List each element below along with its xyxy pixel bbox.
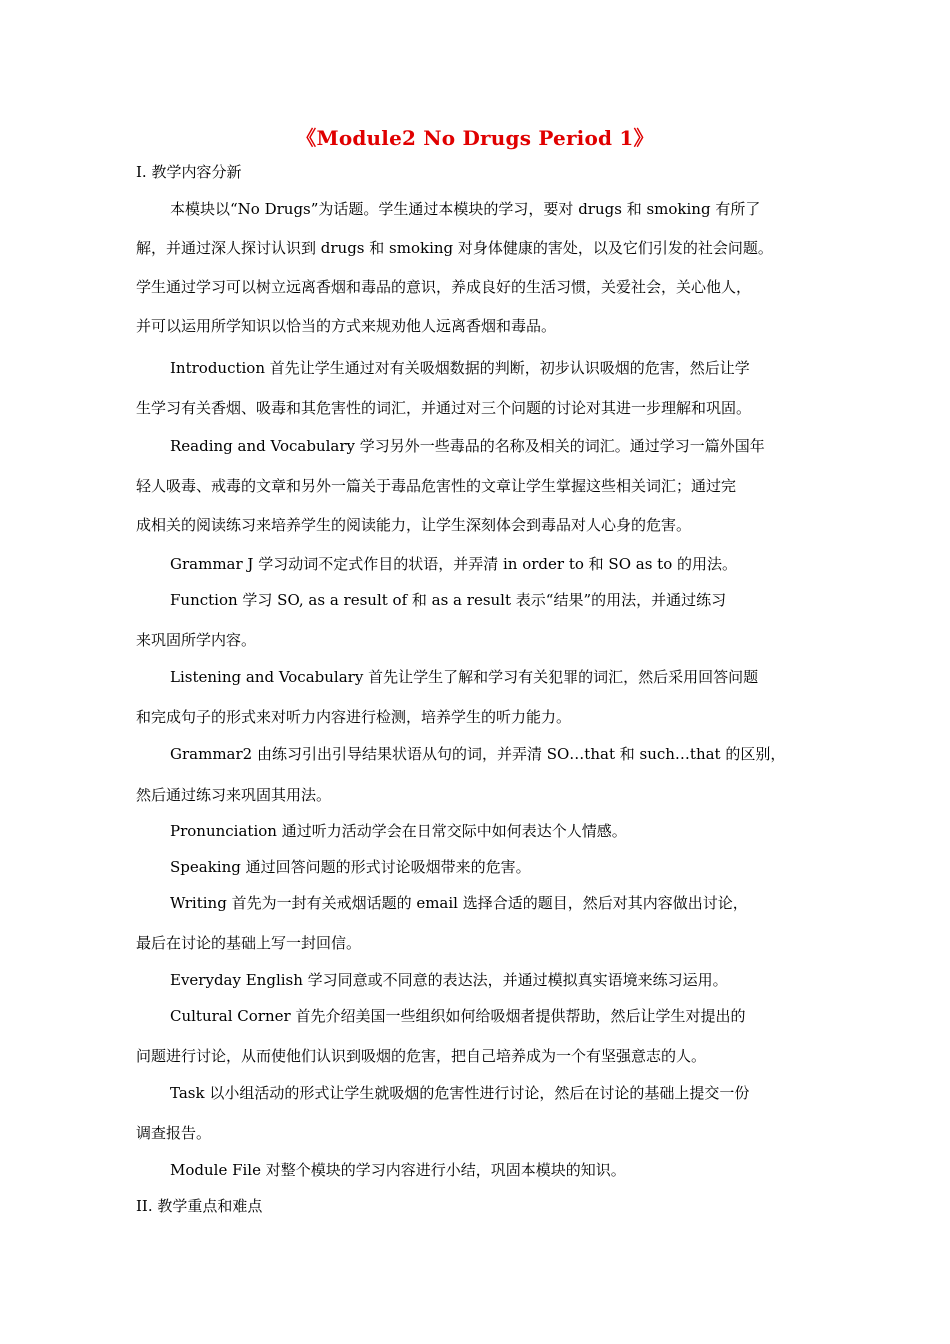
- paragraph-line: Module File 对整个模块的学习内容进行小结，巩固本模块的知识。: [170, 1161, 626, 1179]
- paragraph-line: Grammar2 由练习引出引导结果状语从句的词，并弄清 SO…that 和 such…that 的区别，: [170, 745, 786, 763]
- paragraph-line: Grammar J 学习动词不定式作目的状语，并弄清 in order to 和 SO as to 的用法。: [170, 555, 737, 573]
- paragraph-line: 学生通过学习可以树立远离香烟和毒品的意识，养成良好的生活习惯，关爱社会，关心他人，: [136, 278, 752, 296]
- paragraph-line: 调查报告。: [136, 1124, 212, 1142]
- paragraph-line: 生学习有关香烟、吸毒和其危害性的词汇，并通过对三个问题的讨论对其进一步理解和巩固。: [136, 399, 752, 417]
- paragraph-line: Everyday English 学习同意或不同意的表达法，并通过模拟真实语境来练习运用。: [170, 971, 728, 989]
- paragraph-line: 来巩固所学内容。: [136, 631, 257, 649]
- paragraph-line: 并可以运用所学知识以恰当的方式来规劝他人远离香烟和毒品。: [136, 317, 557, 335]
- paragraph-line: Speaking 通过回答问题的形式讨论吸烟带来的危害。: [170, 858, 531, 876]
- paragraph-line: 成相关的阅读练习来培养学生的阅读能力，让学生深刻体会到毒品对人心身的危害。: [136, 516, 692, 534]
- paragraph-line: 轻人吸毒、戒毒的文章和另外一篇关于毒品危害性的文章让学生掌握这些相关词汇；通过完: [136, 477, 737, 495]
- section-heading-2: II. 教学重点和难点: [136, 1197, 263, 1215]
- paragraph-line: Pronunciation 通过听力活动学会在日常交际中如何表达个人情感。: [170, 822, 627, 840]
- paragraph-line: 解，并通过深人探讨认识到 drugs 和 smoking 对身体健康的害处，以及它们引发的社会问题。: [136, 239, 773, 257]
- paragraph-line: 和完成句子的形式来对听力内容进行检测，培养学生的听力能力。: [136, 708, 572, 726]
- paragraph-line: Writing 首先为一封有关戒烟话题的 email 选择合适的题目，然后对其内容做出讨论，: [170, 894, 748, 912]
- paragraph-line: 最后在讨论的基础上写一封回信。: [136, 934, 362, 952]
- paragraph-line: Function 学习 SO, as a result of 和 as a result 表示“结果”的用法，并通过练习: [170, 591, 727, 609]
- paragraph-line: 问题进行讨论，从而使他们认识到吸烟的危害，把自己培养成为一个有坚强意志的人。: [136, 1047, 707, 1065]
- paragraph-line: Cultural Corner 首先介绍美国一些组织如何给吸烟者提供帮助，然后让学生对提出的: [170, 1007, 746, 1025]
- paragraph-line: Task 以小组活动的形式让学生就吸烟的危害性进行讨论，然后在讨论的基础上提交一份: [170, 1084, 750, 1102]
- paragraph-line: 本模块以“No Drugs”为话题。学生通过本模块的学习，要对 drugs 和 smoking 有所了: [170, 200, 761, 218]
- paragraph-line: 然后通过练习来巩固其用法。: [136, 786, 332, 804]
- paragraph-line: Reading and Vocabulary 学习另外一些毒品的名称及相关的词汇。通过学习一篇外国年: [170, 437, 765, 455]
- paragraph-line: Introduction 首先让学生通过对有关吸烟数据的判断，初步认识吸烟的危害，然后让学: [170, 359, 750, 377]
- section-heading-1: I. 教学内容分新: [136, 163, 242, 181]
- paragraph-line: Listening and Vocabulary 首先让学生了解和学习有关犯罪的词汇，然后采用回答问题: [170, 668, 759, 686]
- document-title: 《Module2 No Drugs Period 1》: [296, 126, 654, 150]
